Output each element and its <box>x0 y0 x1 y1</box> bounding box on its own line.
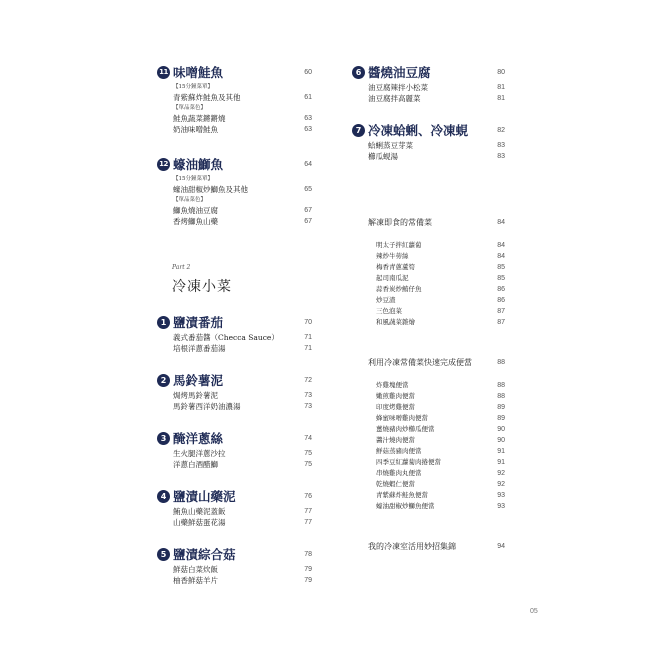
page-number: 78 <box>304 551 312 558</box>
section-number-badge: 11 <box>157 66 170 79</box>
section-title: 蠔油鰤魚 <box>173 157 224 172</box>
toc-entry: 蠔油甜椒炒鰤魚及其他 65 <box>173 185 312 194</box>
toc-entry: 鰤魚燒油豆腐 67 <box>173 206 312 215</box>
section-heading <box>352 64 505 82</box>
toc-entry: 培根洋蔥番茄湯 71 <box>173 344 312 353</box>
section-title: 味噌鮭魚 <box>173 65 224 80</box>
toc-entry: 辣炒牛蒡絲 84 <box>376 252 505 260</box>
toc-entry: 鮮菇白菜炊飯 79 <box>173 565 312 574</box>
toc-entry: 義式番茄醬（Checca Sauce） 71 <box>173 333 312 342</box>
section-number-badge: 12 <box>157 158 170 171</box>
toc-section-12 <box>157 156 312 227</box>
section-title: 鹽漬山藥泥 <box>173 489 236 504</box>
toc-entry: 油豆腐辣拌小松菜 81 <box>368 83 505 92</box>
toc-entry: 馬鈴薯西洋奶油濃湯 73 <box>173 402 312 411</box>
section-number-badge: 2 <box>157 374 170 387</box>
menu-tag: 【單品菜色】 <box>173 105 207 111</box>
toc-entry: 奶油味噌鮭魚 63 <box>173 125 312 134</box>
toc-section-7 <box>352 122 505 162</box>
section-number-badge: 4 <box>157 490 170 503</box>
toc-entry: 櫛瓜蜆湯 83 <box>368 152 505 161</box>
toc-entry: 四季豆紅蘿蔔肉捲便當 91 <box>376 458 505 466</box>
section-title: 冷凍蛤蜊、冷凍蜆 <box>368 123 469 138</box>
toc-entry: 焗烤馬鈴薯泥 73 <box>173 391 312 400</box>
toc-entry: 鮭魚蔬菜鏘鏘燒 63 <box>173 114 312 123</box>
toc-section-1 <box>157 314 312 354</box>
part-label: Part 2 <box>172 264 191 271</box>
toc-entry: 山藥鮮菇蛋花湯 77 <box>173 518 312 527</box>
page-number: 70 <box>304 319 312 326</box>
toc-section-2 <box>157 372 312 412</box>
menu-tag: 【15分鐘菜單】 <box>173 84 213 90</box>
toc-entry: 薑燒豬肉炒櫛瓜便當 90 <box>376 425 505 433</box>
menu-tag: 【單品菜色】 <box>173 197 207 203</box>
toc-entry: 炒豆渣 86 <box>376 296 505 304</box>
toc-group-bento <box>352 356 505 512</box>
section-title: 馬鈴薯泥 <box>173 373 224 388</box>
page-number: 76 <box>304 493 312 500</box>
toc-group-freezer-tips <box>352 540 505 554</box>
toc-section-5 <box>157 546 312 586</box>
section-heading <box>157 430 312 448</box>
toc-entry: 生火腿洋蔥沙拉 75 <box>173 449 312 458</box>
toc-entry: 醬汁燒肉便當 90 <box>376 436 505 444</box>
toc-entry: 明太子拌紅蘿蔔 84 <box>376 241 505 249</box>
section-heading <box>157 156 312 174</box>
toc-entry: 和風蔬菜雜燴 87 <box>376 318 505 326</box>
group-heading: 利用冷凍常備菜快速完成便當 88 <box>368 358 505 367</box>
toc-entry: 乾燒蝦仁便當 92 <box>376 480 505 488</box>
section-heading <box>157 546 312 564</box>
toc-entry: 串燒雞肉丸便當 92 <box>376 469 505 477</box>
section-title: 鹽漬綜合菇 <box>173 547 236 562</box>
toc-entry: 起司南瓜泥 85 <box>376 274 505 282</box>
toc-entry: 三色泡菜 87 <box>376 307 505 315</box>
section-title: 醬燒油豆腐 <box>368 65 431 80</box>
toc-section-6 <box>352 64 505 104</box>
toc-entry: 青紫蘇炸鮭魚及其他 61 <box>173 93 312 102</box>
toc-section-4 <box>157 488 312 528</box>
section-number-badge: 5 <box>157 548 170 561</box>
page-number: 60 <box>304 69 312 76</box>
toc-entry: 蜂蜜味噌雞肉便當 89 <box>376 414 505 422</box>
toc-entry: 香烤鰤魚山藥 67 <box>173 217 312 226</box>
toc-entry: 印度烤雞便當 89 <box>376 403 505 411</box>
page-number: 64 <box>304 161 312 168</box>
section-number-badge: 6 <box>352 66 365 79</box>
group-heading: 我的冷凍室活用妙招集錦 94 <box>368 542 505 551</box>
toc-entry: 青紫蘇炸鮭魚便當 93 <box>376 491 505 499</box>
toc-entry: 蠔油甜椒炒鰤魚便當 93 <box>376 502 505 510</box>
page-folio: 05 <box>530 608 538 615</box>
page-number: 80 <box>497 69 505 76</box>
page-number: 74 <box>304 435 312 442</box>
part-title: 冷凍小菜 <box>172 279 232 295</box>
toc-entry: 柚香鮮菇羊片 79 <box>173 576 312 585</box>
toc-section-11 <box>157 64 312 135</box>
page-number: 82 <box>497 127 505 134</box>
toc-entry: 梅香青蔥蘆筍 85 <box>376 263 505 271</box>
toc-entry: 嫩煎雞肉便當 88 <box>376 392 505 400</box>
section-heading <box>157 488 312 506</box>
toc-entry: 油豆腐拌高麗菜 81 <box>368 94 505 103</box>
page-number: 72 <box>304 377 312 384</box>
section-heading <box>157 372 312 390</box>
section-title: 醃洋蔥絲 <box>173 431 224 446</box>
section-title: 鹽漬番茄 <box>173 315 224 330</box>
toc-group-jiedong <box>352 216 505 328</box>
toc-entry: 炸雞塊便當 88 <box>376 381 505 389</box>
section-number-badge: 7 <box>352 124 365 137</box>
toc-entry: 蛤蜊蒸豆芽菜 83 <box>368 141 505 150</box>
section-heading <box>352 122 505 140</box>
toc-entry: 蒜香炭炒鮪仔魚 86 <box>376 285 505 293</box>
menu-tag: 【15分鐘菜單】 <box>173 176 213 182</box>
section-heading <box>157 314 312 332</box>
toc-entry: 鮮菇蒸豬肉便當 91 <box>376 447 505 455</box>
group-heading: 解凍即食的常備菜 84 <box>368 218 505 227</box>
toc-entry: 洋蔥白酒醋鰤 75 <box>173 460 312 469</box>
toc-entry: 鮪魚山藥泥蓋飯 77 <box>173 507 312 516</box>
section-number-badge: 1 <box>157 316 170 329</box>
section-number-badge: 3 <box>157 432 170 445</box>
toc-section-3 <box>157 430 312 470</box>
section-heading <box>157 64 312 82</box>
